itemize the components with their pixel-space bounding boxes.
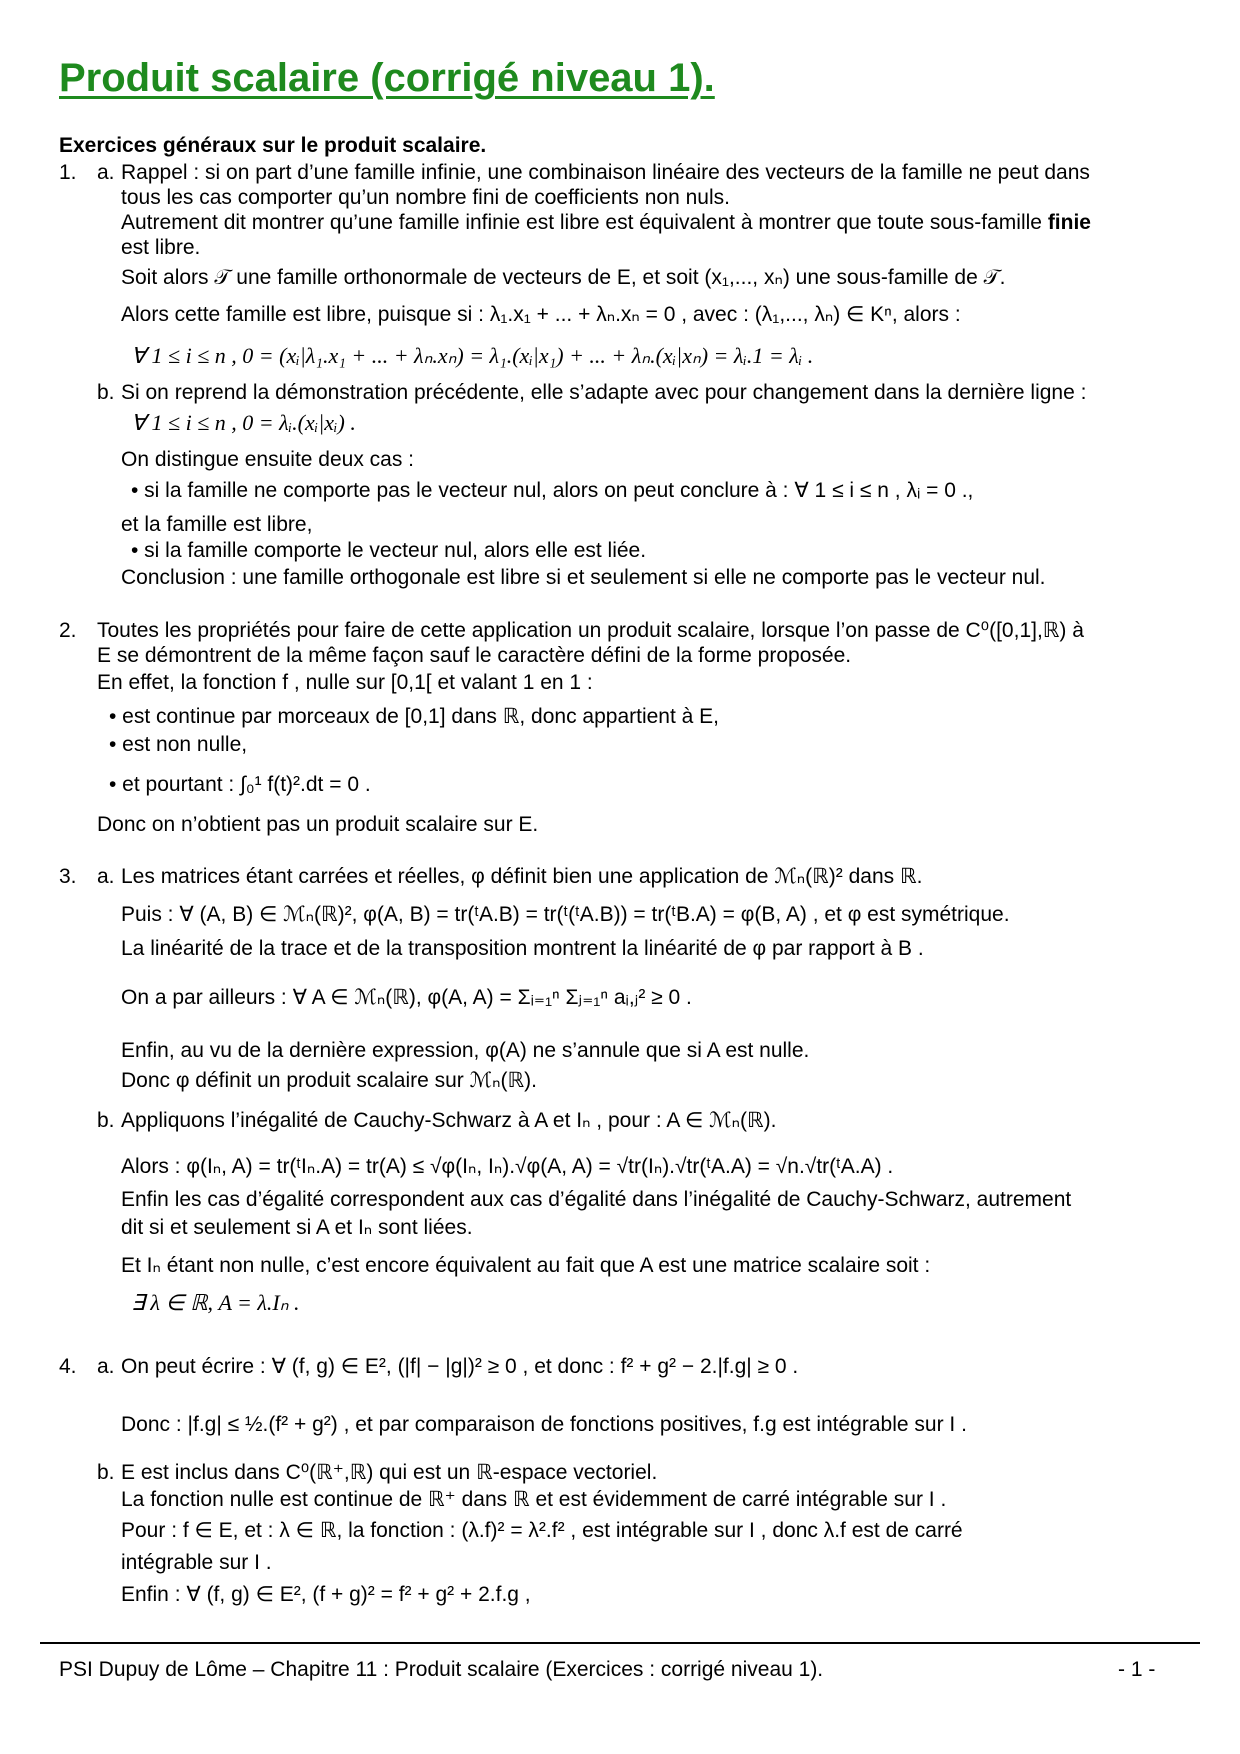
ex2-line3: En effet, la fonction f , nulle sur [0,1[ et valant 1 en 1 : bbox=[97, 671, 593, 694]
ex3b-equation: ∃ λ ∈ ℝ, A = λ.Iₙ . bbox=[131, 1290, 300, 1315]
ex2-number: 2. bbox=[59, 619, 77, 642]
ex4a-line2: Donc : |f.g| ≤ ½.(f² + g²) , et par comparaison de fonctions positives, f.g est intégrable sur I . bbox=[121, 1413, 967, 1436]
ex3a-line6: Donc φ définit un produit scalaire sur ℳₙ(ℝ). bbox=[121, 1069, 537, 1092]
ex2-line7: Donc on n’obtient pas un produit scalaire sur E. bbox=[97, 813, 539, 836]
ex1b-equation: ∀ 1 ≤ i ≤ n , 0 = λᵢ.(xᵢ|xᵢ) . bbox=[131, 410, 356, 435]
ex1b-line5: et la famille est libre, bbox=[121, 513, 313, 536]
ex4b-label: b. bbox=[97, 1461, 115, 1484]
ex4b-line5: Enfin : ∀ (f, g) ∈ E², (f + g)² = f² + g² + 2.f.g , bbox=[121, 1583, 531, 1606]
ex1a-line1: Rappel : si on part d’une famille infinie, une combinaison linéaire des vecteurs de la famille ne peut dans bbox=[121, 161, 1090, 184]
ex3a-line1: Les matrices étant carrées et réelles, φ définit bien une application de ℳₙ(ℝ)² dans ℝ. bbox=[121, 865, 923, 888]
ex3a-line3: La linéarité de la trace et de la transposition montrent la linéarité de φ par rapport à B . bbox=[121, 937, 924, 960]
ex4a-label: a. bbox=[97, 1355, 115, 1378]
ex1a-line3 bbox=[121, 210, 1091, 235]
ex3b-line4: dit si et seulement si A et Iₙ sont liées. bbox=[121, 1216, 473, 1239]
page-title: Produit scalaire (corrigé niveau 1). bbox=[59, 56, 715, 100]
ex3a-line4: On a par ailleurs : ∀ A ∈ ℳₙ(ℝ), φ(A, A) = Σᵢ₌₁ⁿ Σⱼ₌₁ⁿ aᵢ,ⱼ² ≥ 0 . bbox=[121, 986, 692, 1009]
ex1a-line6: Alors cette famille est libre, puisque si : λ₁.x₁ + ... + λₙ.xₙ = 0 , avec : (λ₁,..., λₙ) ∈ Kⁿ, alors : bbox=[121, 303, 961, 326]
ex2-bullet3: • et pourtant : ∫₀¹ f(t)².dt = 0 . bbox=[109, 773, 371, 796]
footer-divider bbox=[40, 1642, 1200, 1644]
footer-text: PSI Dupuy de Lôme – Chapitre 11 : Produit scalaire (Exercices : corrigé niveau 1). bbox=[59, 1658, 824, 1681]
ex1a-line2: tous les cas comporter qu’un nombre fini de coefficients non nuls. bbox=[121, 186, 730, 209]
ex3-number: 3. bbox=[59, 865, 77, 888]
ex3a-label: a. bbox=[97, 865, 115, 888]
ex1b-conclusion: Conclusion : une famille orthogonale est libre si et seulement si elle ne comporte pas le vecteur nul. bbox=[121, 566, 1046, 589]
ex3b-line3: Enfin les cas d’égalité correspondent aux cas d’égalité dans l’inégalité de Cauchy-Schwarz, autrement bbox=[121, 1188, 1072, 1211]
ex1b-bullet2: • si la famille comporte le vecteur nul, alors elle est liée. bbox=[131, 539, 647, 562]
ex1a-line4: est libre. bbox=[121, 236, 201, 259]
ex4a-line1: On peut écrire : ∀ (f, g) ∈ E², (|f| − |g|)² ≥ 0 , et donc : f² + g² − 2.|f.g| ≥ 0 . bbox=[121, 1355, 799, 1378]
section-heading: Exercices généraux sur le produit scalaire. bbox=[59, 134, 487, 157]
ex4-number: 4. bbox=[59, 1355, 77, 1378]
ex1b-line3: On distingue ensuite deux cas : bbox=[121, 448, 415, 471]
ex1a-equation: ∀ 1 ≤ i ≤ n , 0 = (xᵢ|λ₁.x₁ + ... + λₙ.xₙ) = λ₁.(xᵢ|x₁) + ... + λₙ.(xᵢ|xₙ) = λᵢ.1 = λᵢ . bbox=[131, 343, 814, 368]
ex1b-bullet1: • si la famille ne comporte pas le vecteur nul, alors on peut conclure à : ∀ 1 ≤ i ≤ n , λᵢ = 0 ., bbox=[131, 479, 974, 502]
ex3b-line1: Appliquons l’inégalité de Cauchy-Schwarz à A et Iₙ , pour : A ∈ ℳₙ(ℝ). bbox=[121, 1109, 777, 1132]
ex1a-line5: Soit alors 𝒯 une famille orthonormale de vecteurs de E, et soit (x₁,..., xₙ) une sous-famille de 𝒯. bbox=[121, 266, 1006, 289]
ex3b-label: b. bbox=[97, 1109, 115, 1132]
ex2-line1: Toutes les propriétés pour faire de cette application un produit scalaire, lorsque l’on passe de C⁰([0,1],ℝ) à bbox=[97, 619, 1084, 642]
ex4b-line1: E est inclus dans C⁰(ℝ⁺,ℝ) qui est un ℝ-espace vectoriel. bbox=[121, 1461, 658, 1484]
ex3b-line5: Et Iₙ étant non nulle, c’est encore équivalent au fait que A est une matrice scalaire soit : bbox=[121, 1254, 931, 1277]
ex2-bullet2: • est non nulle, bbox=[109, 733, 248, 756]
ex1b-label: b. bbox=[97, 381, 115, 404]
ex1-number: 1. bbox=[59, 161, 77, 184]
ex1a-line3-text: Autrement dit montrer qu’une famille infinie est libre est équivalent à montrer que toute sous-famille bbox=[121, 211, 1042, 234]
ex1a-label: a. bbox=[97, 161, 115, 184]
page-number: - 1 - bbox=[1118, 1658, 1156, 1681]
ex2-bullet1: • est continue par morceaux de [0,1] dans ℝ, donc appartient à E, bbox=[109, 705, 720, 728]
ex1a-line3-bold: finie bbox=[1047, 211, 1091, 234]
ex3a-line5: Enfin, au vu de la dernière expression, φ(A) ne s’annule que si A est nulle. bbox=[121, 1039, 810, 1062]
ex4b-line2: La fonction nulle est continue de ℝ⁺ dans ℝ et est évidemment de carré intégrable sur I . bbox=[121, 1488, 947, 1511]
ex4b-line3: Pour : f ∈ E, et : λ ∈ ℝ, la fonction : (λ.f)² = λ².f² , est intégrable sur I , donc λ.f est de carré bbox=[121, 1519, 963, 1542]
ex4b-line4: intégrable sur I . bbox=[121, 1551, 272, 1574]
ex3a-line2: Puis : ∀ (A, B) ∈ ℳₙ(ℝ)², φ(A, B) = tr(ᵗA.B) = tr(ᵗ(ᵗA.B)) = tr(ᵗB.A) = φ(B, A) , et φ est symétrique. bbox=[121, 903, 1010, 926]
ex1b-line1: Si on reprend la démonstration précédente, elle s’adapte avec pour changement dans la dernière ligne : bbox=[121, 381, 1087, 404]
ex2-line2: E se démontrent de la même façon sauf le caractère défini de la forme proposée. bbox=[97, 644, 852, 667]
ex3b-line2: Alors : φ(Iₙ, A) = tr(ᵗIₙ.A) = tr(A) ≤ √φ(Iₙ, Iₙ).√φ(A, A) = √tr(Iₙ).√tr(ᵗA.A) = √n.√tr(ᵗA.A) . bbox=[121, 1155, 894, 1178]
